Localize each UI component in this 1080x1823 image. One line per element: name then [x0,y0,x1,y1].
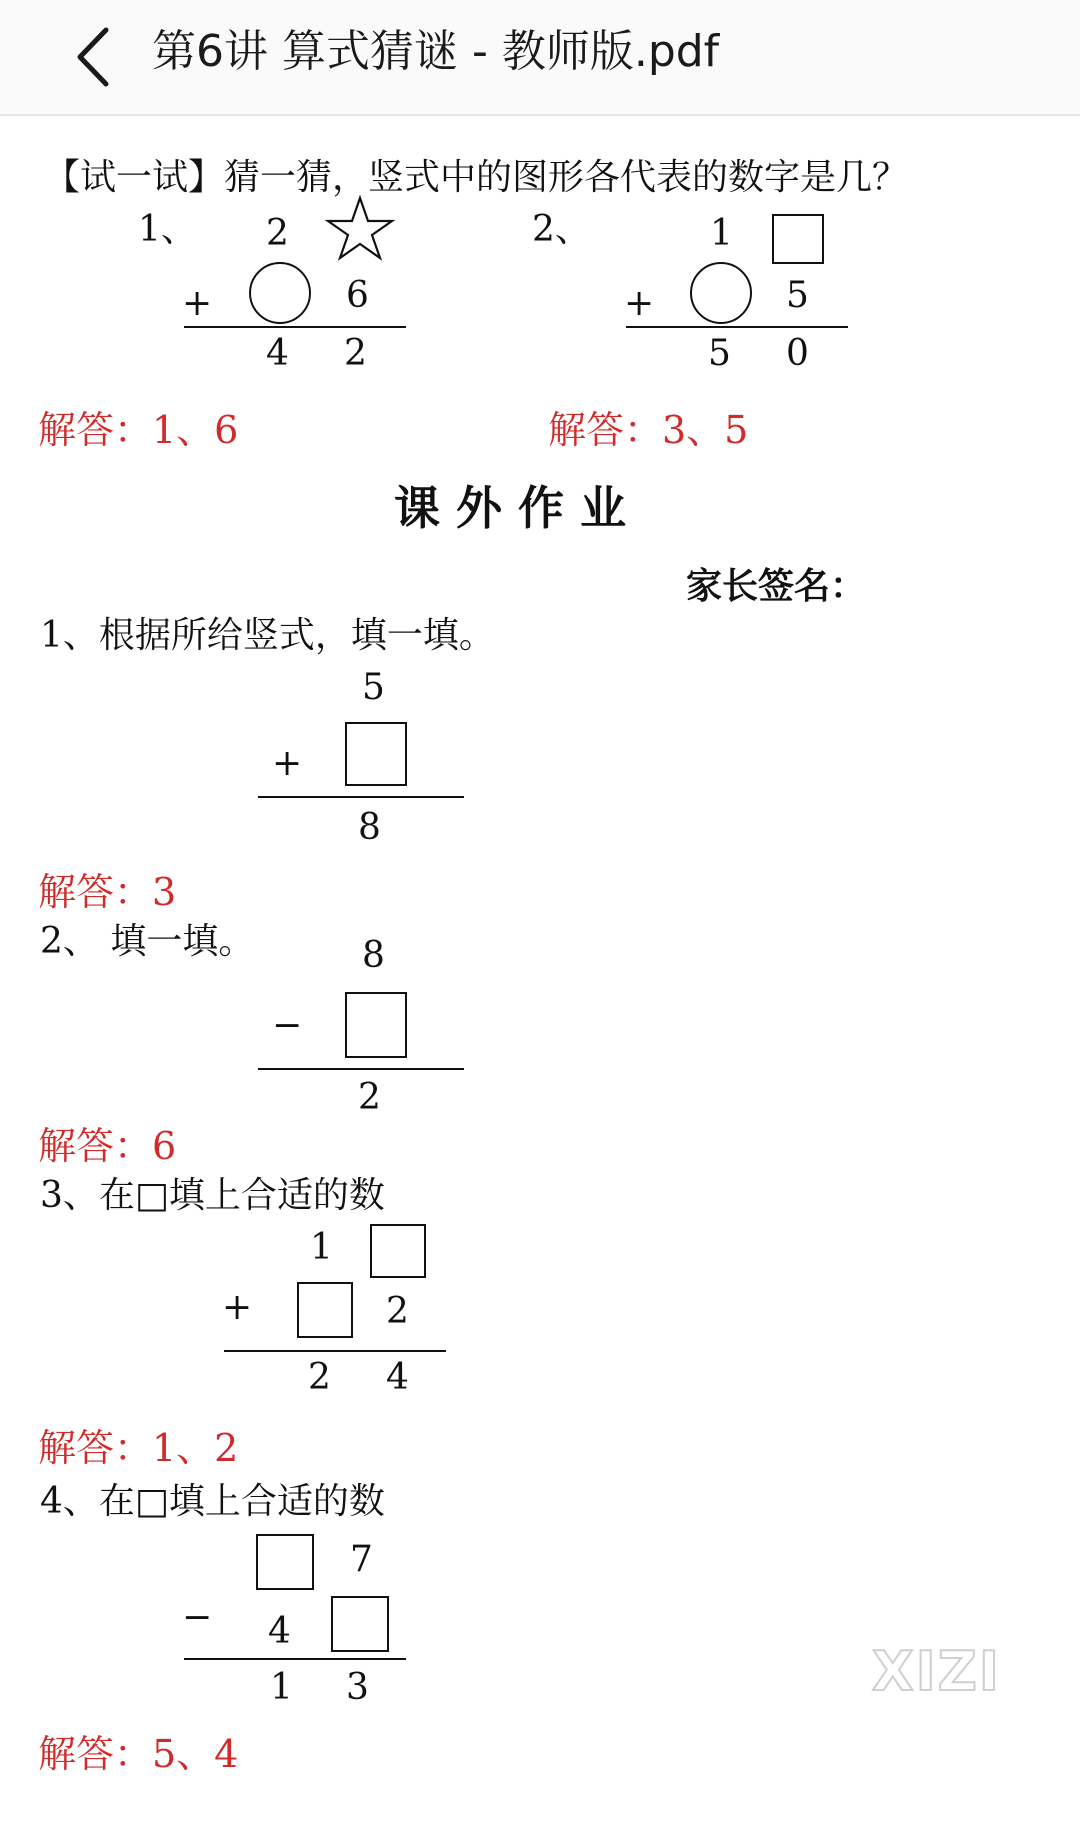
answer-text: 解答：1、2 [38,1426,239,1470]
square-blank [345,722,407,786]
digit: 4 [386,1357,409,1398]
digit: 6 [346,275,369,316]
digit: 2 [308,1357,331,1398]
digit: 1 [710,213,733,254]
digit: 2 [344,333,367,374]
parent-signature-label: 家长签名： [686,565,867,607]
plus-operator: + [272,743,303,784]
chevron-left-icon [62,22,132,92]
digit: 5 [708,333,731,374]
square-blank [297,1282,353,1338]
homework-title: 课 外 作 业 [394,481,627,535]
digit: 4 [268,1611,291,1652]
star-icon [324,194,396,264]
answer-text: 解答：1、6 [38,408,239,452]
digit: 2 [386,1291,409,1332]
digit: 5 [362,667,385,708]
document-title: 第6讲 算式猜谜 - 教师版.pdf [152,26,720,77]
answer-text: 解答：3 [38,870,177,914]
circle-blank [249,262,311,324]
circle-blank [690,262,752,324]
watermark-logo: XIZI [872,1640,1001,1703]
answer-text: 解答：3、5 [548,408,749,452]
minus-operator: − [182,1597,213,1638]
question-text: 4、在□填上合适的数 [40,1481,385,1522]
square-blank [772,214,824,264]
plus-operator: + [624,283,655,324]
square-blank [370,1224,426,1278]
plus-operator: + [222,1287,253,1328]
sum-line [626,326,848,328]
try-heading: 【试一试】猜一猜，竖式中的图形各代表的数字是几？ [44,157,909,198]
digit: 3 [346,1667,369,1708]
answer-text: 解答：5、4 [38,1732,239,1776]
digit: 8 [362,935,385,976]
digit: 7 [350,1539,373,1580]
question-text: 2、 填一填。 [40,921,255,962]
sum-line [224,1350,446,1352]
minus-operator: − [272,1005,303,1046]
digit: 0 [786,333,809,374]
digit: 4 [266,333,289,374]
back-button[interactable] [62,22,132,92]
digit: 2 [358,1077,381,1118]
plus-operator: + [182,283,213,324]
digit: 5 [786,275,809,316]
square-blank [331,1596,389,1652]
difference-line [184,1658,406,1660]
square-blank [345,992,407,1058]
sum-line [184,326,406,328]
answer-text: 解答：6 [38,1124,177,1168]
digit: 1 [310,1227,333,1268]
digit: 8 [358,807,381,848]
question-text: 3、在□填上合适的数 [40,1175,385,1216]
difference-line [258,1068,464,1070]
problem-number: 1、 [138,209,197,250]
sum-line [258,796,464,798]
top-bar [0,0,1080,116]
square-blank [256,1534,314,1590]
problem-number: 2、 [532,209,591,250]
digit: 2 [266,213,289,254]
digit: 1 [270,1667,293,1708]
pdf-page[interactable] [0,116,1080,1823]
question-text: 1、根据所给竖式，填一填。 [40,615,495,656]
